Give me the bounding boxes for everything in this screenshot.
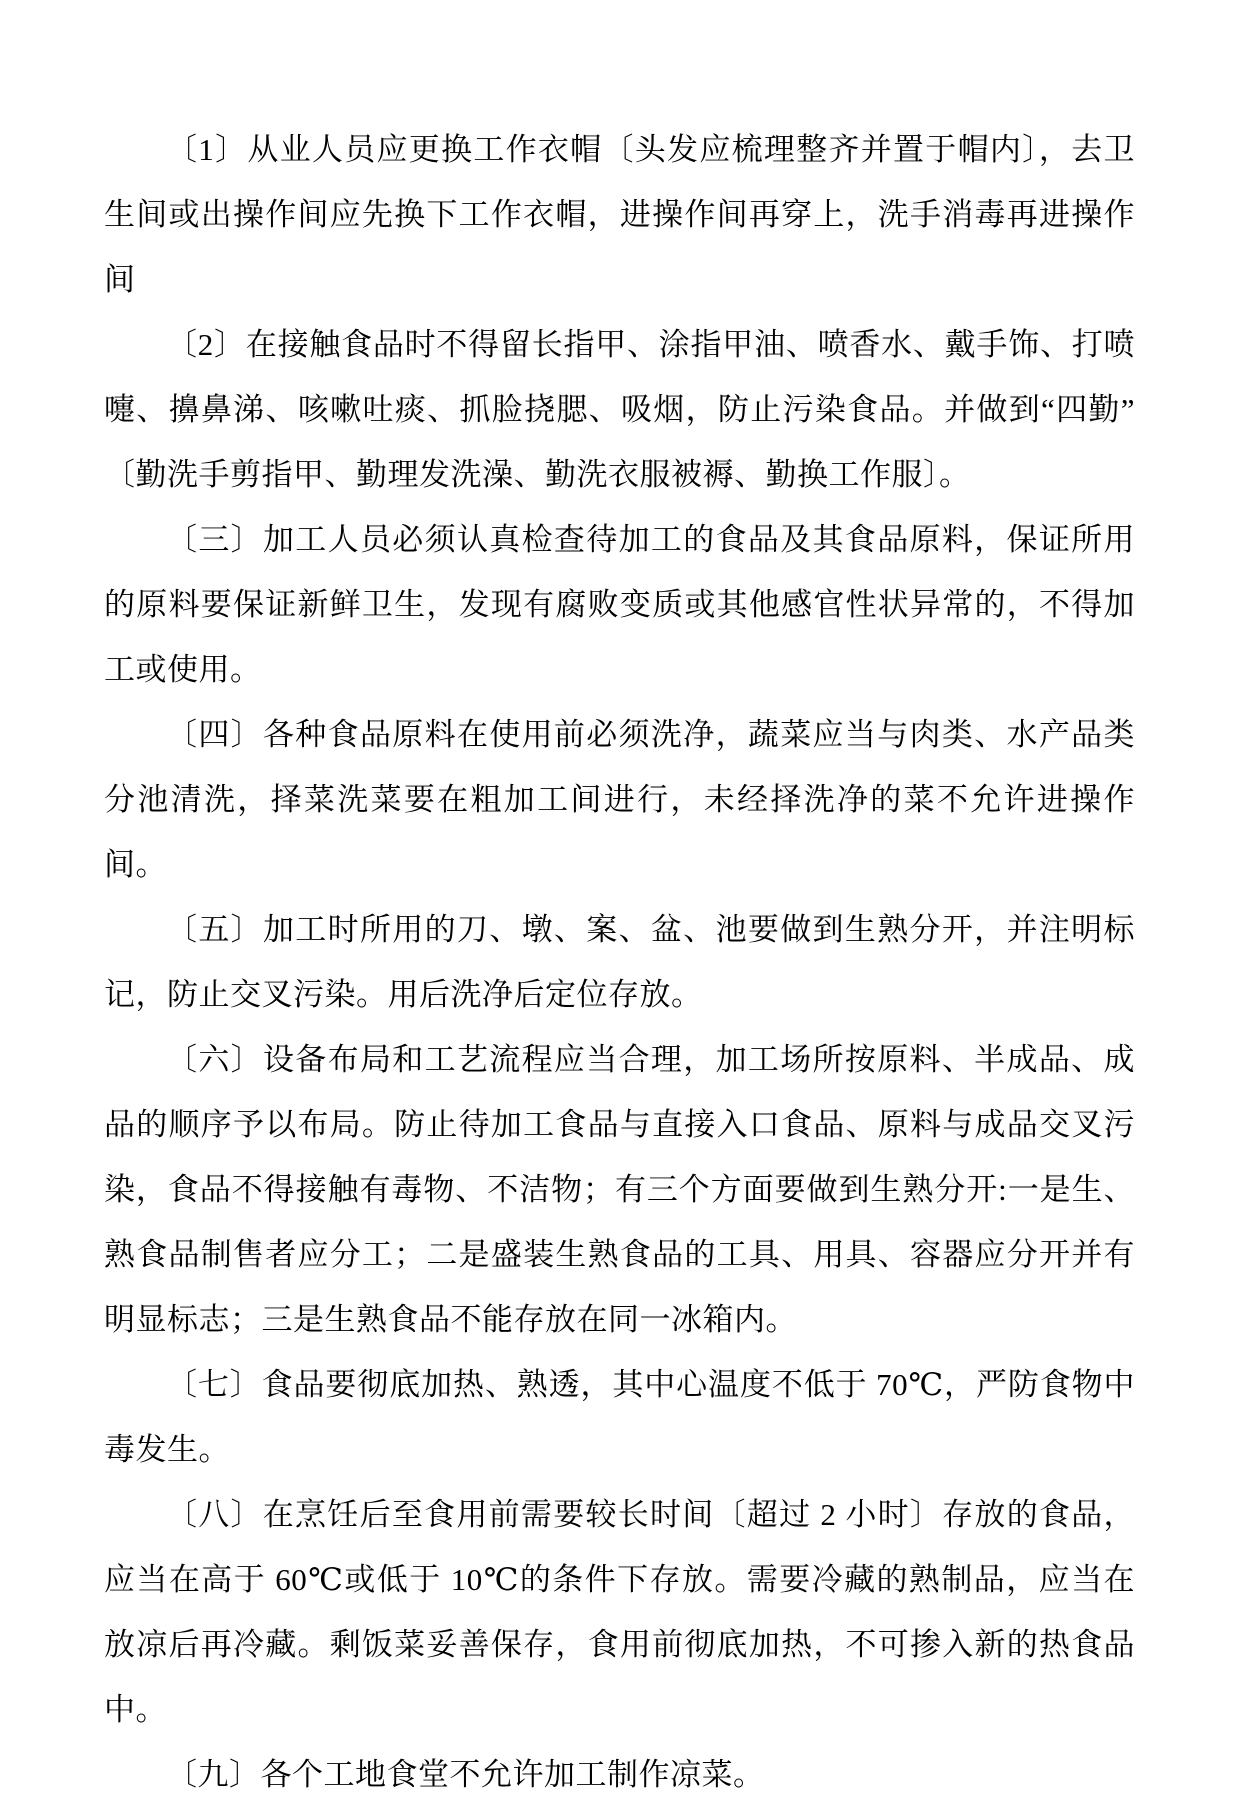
paragraph-4: 〔四〕各种食品原料在使用前必须洗净，蔬菜应当与肉类、水产品类分池清洗，择菜洗菜要在粗加工间进行，未经择洗净的菜不允许进操作间。 [104,717,1135,882]
paragraph-2: 〔2〕在接触食品时不得留长指甲、涂指甲油、喷香水、戴手饰、打喷嚏、擤鼻涕、咳嗽吐痰、抓脸挠腮、吸烟，防止污染食品。并做到“四勤”〔勤洗手剪指甲、勤理发洗澡、勤洗衣服被褥、勤换工作服〕。 [104,327,1135,492]
document-body [104,117,1135,1807]
paragraph-1: 〔1〕从业人员应更换工作衣帽〔头发应梳理整齐并置于帽内〕，去卫生间或出操作间应先换下工作衣帽，进操作间再穿上，洗手消毒再进操作间 [104,132,1135,297]
paragraph-7: 〔七〕食品要彻底加热、熟透，其中心温度不低于 70℃，严防食物中毒发生。 [104,1367,1135,1467]
paragraph-9: 〔九〕各个工地食堂不允许加工制作凉菜。 [166,1757,765,1792]
paragraph-6: 〔六〕设备布局和工艺流程应当合理，加工场所按原料、半成品、成品的顺序予以布局。防止待加工食品与直接入口食品、原料与成品交叉污染，食品不得接触有毒物、不洁物；有三个方面要做到生熟分开:一是生、熟食品制售者应分工；二是盛装生熟食品的工具、用具、容器应分开并有明显标志；三是生熟食品不能存放在同一冰箱内。 [104,1042,1135,1337]
paragraph-5: 〔五〕加工时所用的刀、墩、案、盆、池要做到生熟分开，并注明标记，防止交叉污染。用后洗净后定位存放。 [104,912,1135,1012]
paragraph-3: 〔三〕加工人员必须认真检查待加工的食品及其食品原料，保证所用的原料要保证新鲜卫生，发现有腐败变质或其他感官性状异常的，不得加工或使用。 [104,522,1135,687]
paragraph-8: 〔八〕在烹饪后至食用前需要较长时间〔超过 2 小时〕存放的食品，应当在高于 60℃或低于 10℃的条件下存放。需要冷藏的熟制品，应当在放凉后再冷藏。剩饭菜妥善保存，食用前彻底加热，不可掺入新的热食品中。 [104,1497,1135,1727]
